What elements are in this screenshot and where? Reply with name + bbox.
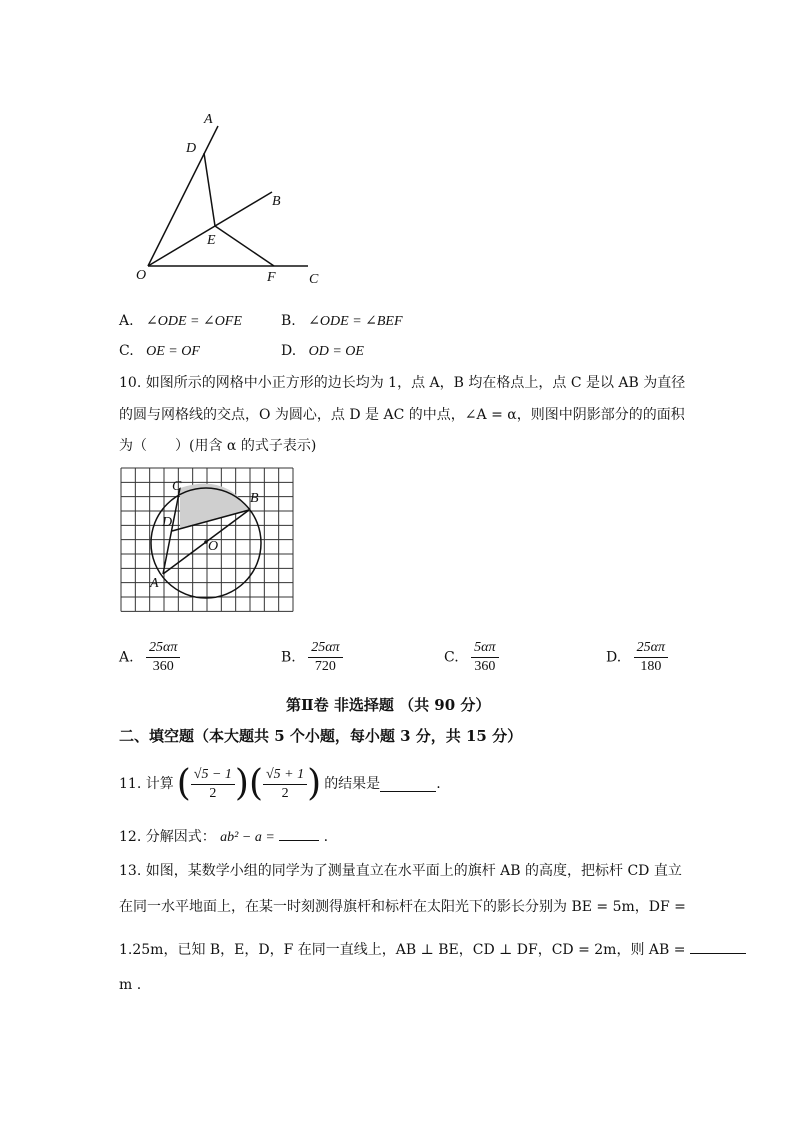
option-expr: ∠ODE = ∠BEF xyxy=(308,314,403,329)
option-letter: D. xyxy=(606,649,622,666)
option-letter: B. xyxy=(281,649,296,666)
option-numerator: 25απ xyxy=(146,639,180,658)
q9-option-c[interactable] xyxy=(119,341,200,362)
option-letter: C. xyxy=(444,649,459,666)
option-numerator: 25απ xyxy=(634,639,668,658)
option-letter: D. xyxy=(281,343,297,359)
option-expr: OE = OF xyxy=(146,344,200,359)
label-b: B xyxy=(250,491,259,506)
option-denominator: 720 xyxy=(314,659,336,674)
label-e: E xyxy=(207,233,216,248)
option-numerator: 5απ xyxy=(471,639,498,658)
angle-figure xyxy=(120,108,340,293)
label-d: D xyxy=(186,141,197,156)
option-expr: ∠ODE = ∠OFE xyxy=(146,314,242,329)
q13-line-1: 13. 如图，某数学小组的同学为了测量直立在水平面上的旗杆 AB 的高度，把标杆 CD 直立 xyxy=(119,863,682,879)
q12-expression: ab² − a = xyxy=(220,830,275,845)
segment-ef xyxy=(215,226,274,266)
fraction-1-numerator: √5 − 1 xyxy=(191,766,235,785)
q11-answer-blank[interactable] xyxy=(380,777,436,792)
q12 xyxy=(119,826,328,848)
option-denominator: 360 xyxy=(474,659,496,674)
q10-option-d[interactable] xyxy=(606,639,668,676)
left-paren: ( xyxy=(176,763,191,804)
option-denominator: 360 xyxy=(152,659,174,674)
q9-option-a[interactable] xyxy=(119,311,242,332)
label-f: F xyxy=(267,270,276,285)
right-paren: ) xyxy=(307,763,322,804)
option-numerator: 25απ xyxy=(308,639,342,658)
q13-line-2: 在同一水平地面上，在某一时刻测得旗杆和标杆在太阳光下的影长分别为 BE = 5m，DF = xyxy=(119,899,686,915)
fraction-2-numerator: √5 + 1 xyxy=(263,766,307,785)
q13-line-3-text: 1.25m，已知 B，E，D，F 在同一直线上，AB ⊥ BE，CD ⊥ DF，CD = 2m，则 AB = xyxy=(119,942,686,958)
section-title: 二、填空题（本大题共 5 个小题，每小题 3 分，共 15 分） xyxy=(119,727,523,745)
q12-prefix: 12. 分解因式： xyxy=(119,829,216,845)
option-denominator: 180 xyxy=(640,659,662,674)
q10-option-c[interactable] xyxy=(444,639,499,676)
q13-line-3 xyxy=(119,939,746,960)
option-expr: OD = OE xyxy=(308,344,364,359)
q9-option-b[interactable] xyxy=(281,311,403,332)
label-c: C xyxy=(309,272,319,287)
q10-line-3: 为（ ）(用含 α 的式子表示) xyxy=(119,438,317,454)
label-a: A xyxy=(204,112,213,127)
q11-end: . xyxy=(436,776,441,792)
q9-option-d[interactable] xyxy=(281,341,364,362)
label-b: B xyxy=(272,194,281,209)
q12-end: . xyxy=(323,829,329,845)
option-letter: A. xyxy=(119,649,134,666)
q11 xyxy=(119,762,441,806)
label-c: C xyxy=(172,479,182,494)
q13-line-4: m . xyxy=(119,977,142,993)
part2-title: 第Ⅱ卷 非选择题 （共 90 分） xyxy=(286,696,491,714)
fraction-1-denominator: 2 xyxy=(209,785,217,801)
q13-answer-blank[interactable] xyxy=(690,939,746,954)
label-d: D xyxy=(162,515,173,530)
q11-suffix: 的结果是 xyxy=(324,776,381,792)
segment-de xyxy=(204,153,215,226)
q10-line-2: 的圆与网格线的交点，O 为圆心，点 D 是 AC 的中点，∠A = α，则图中阴影部分的的面积 xyxy=(119,407,685,423)
label-a: A xyxy=(150,576,159,591)
option-letter: C. xyxy=(119,343,134,359)
q10-option-b[interactable] xyxy=(281,639,343,676)
option-letter: B. xyxy=(281,313,296,329)
label-o: O xyxy=(136,268,147,283)
left-paren: ( xyxy=(248,763,263,804)
fraction-2-denominator: 2 xyxy=(281,785,289,801)
label-o: O xyxy=(208,539,219,554)
q12-answer-blank[interactable] xyxy=(279,826,319,841)
q11-prefix: 11. 计算 xyxy=(119,776,174,792)
option-letter: A. xyxy=(119,313,134,329)
q10-line-1: 10. 如图所示的网格中小正方形的边长均为 1，点 A，B 均在格点上，点 C 是以 AB 为直径 xyxy=(119,375,686,391)
q10-option-a[interactable] xyxy=(119,639,180,676)
right-paren: ) xyxy=(234,763,249,804)
